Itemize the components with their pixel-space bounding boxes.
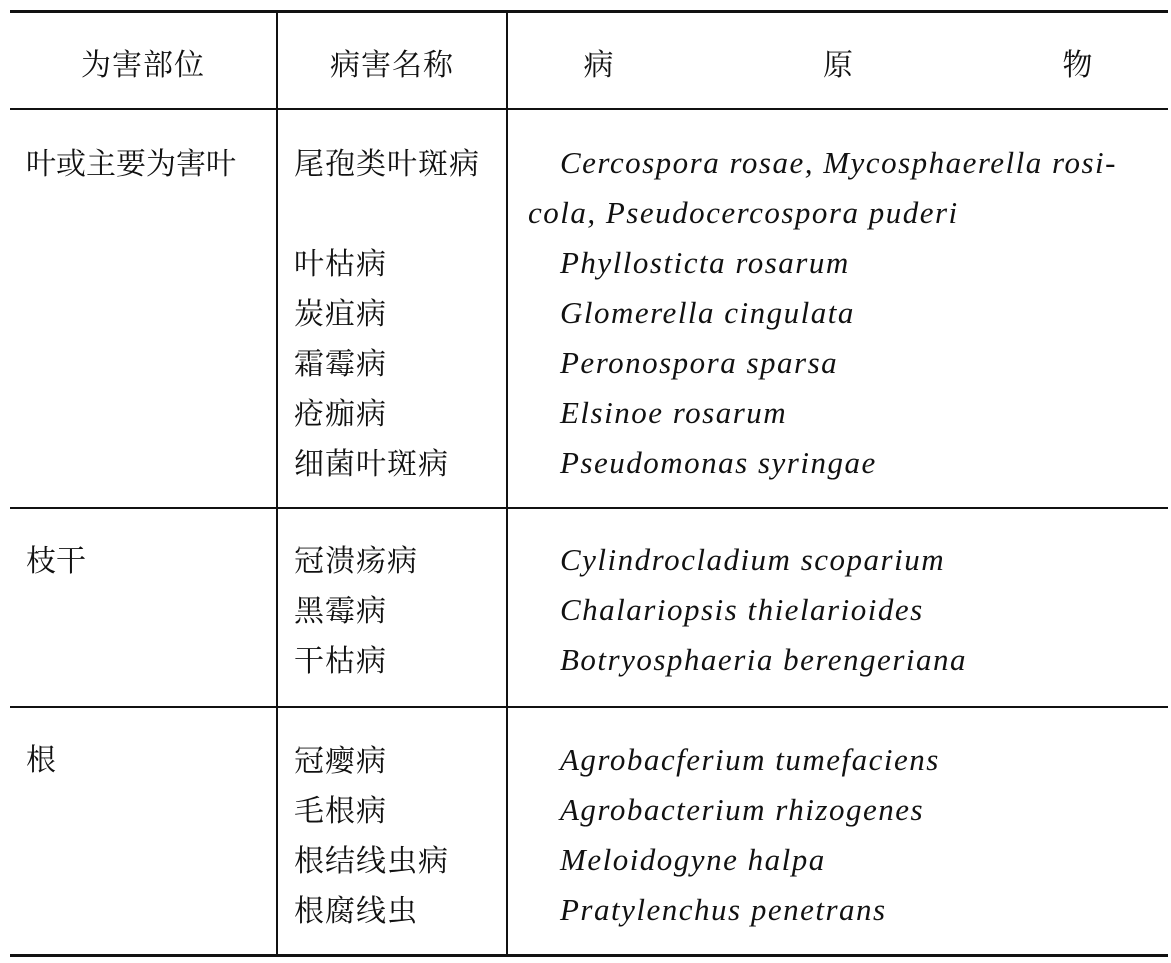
header-part: 为害部位 [81, 48, 205, 83]
pathogen-name: Cercospora rosae, Mycosphaerella rosi- [560, 145, 1117, 180]
disease-name: 冠瘿病 [294, 744, 387, 779]
column-divider-1 [276, 10, 278, 956]
part-branch: 枝干 [26, 544, 86, 579]
part-root: 根 [26, 743, 56, 778]
header-pathogen: 病 原 物 [583, 48, 1163, 83]
pathogen-name: Botryosphaeria berengeriana [560, 642, 967, 677]
header-disease: 病害名称 [330, 48, 454, 83]
pathogen-name: Pseudomonas syringae [560, 445, 877, 480]
group-divider-2 [10, 706, 1168, 708]
pathogen-name: Phyllosticta rosarum [560, 245, 850, 280]
pathogen-name: cola, Pseudocercospora puderi [528, 195, 959, 230]
disease-name: 细菌叶斑病 [294, 447, 449, 482]
disease-name: 疮痂病 [294, 397, 387, 432]
disease-name: 尾孢类叶斑病 [294, 147, 480, 182]
table-bottom-rule [10, 954, 1168, 957]
pathogen-name: Glomerella cingulata [560, 295, 855, 330]
pathogen-name: Peronospora sparsa [560, 345, 839, 380]
disease-name: 干枯病 [294, 644, 387, 679]
disease-name: 毛根病 [294, 794, 387, 829]
part-leaf: 叶或主要为害叶 [26, 147, 236, 182]
disease-name: 霜霉病 [294, 347, 387, 382]
disease-name: 根腐线虫 [294, 894, 418, 929]
table-top-rule [10, 10, 1168, 13]
group-divider-1 [10, 507, 1168, 509]
pathogen-name: Agrobacterium rhizogenes [560, 792, 925, 827]
disease-name: 炭疽病 [294, 297, 387, 332]
pathogen-name: Meloidogyne halpa [560, 842, 826, 877]
disease-name: 根结线虫病 [294, 844, 449, 879]
disease-name: 冠溃疡病 [294, 544, 418, 579]
column-divider-2 [506, 10, 508, 956]
disease-name: 黑霉病 [294, 594, 387, 629]
pathogen-name: Chalariopsis thielarioides [560, 592, 924, 627]
pathogen-name: Agrobacferium tumefaciens [560, 742, 940, 777]
pathogen-name: Cylindrocladium scoparium [560, 542, 946, 577]
disease-name: 叶枯病 [294, 247, 387, 282]
pathogen-name: Pratylenchus penetrans [560, 892, 887, 927]
pathogen-name: Elsinoe rosarum [560, 395, 788, 430]
